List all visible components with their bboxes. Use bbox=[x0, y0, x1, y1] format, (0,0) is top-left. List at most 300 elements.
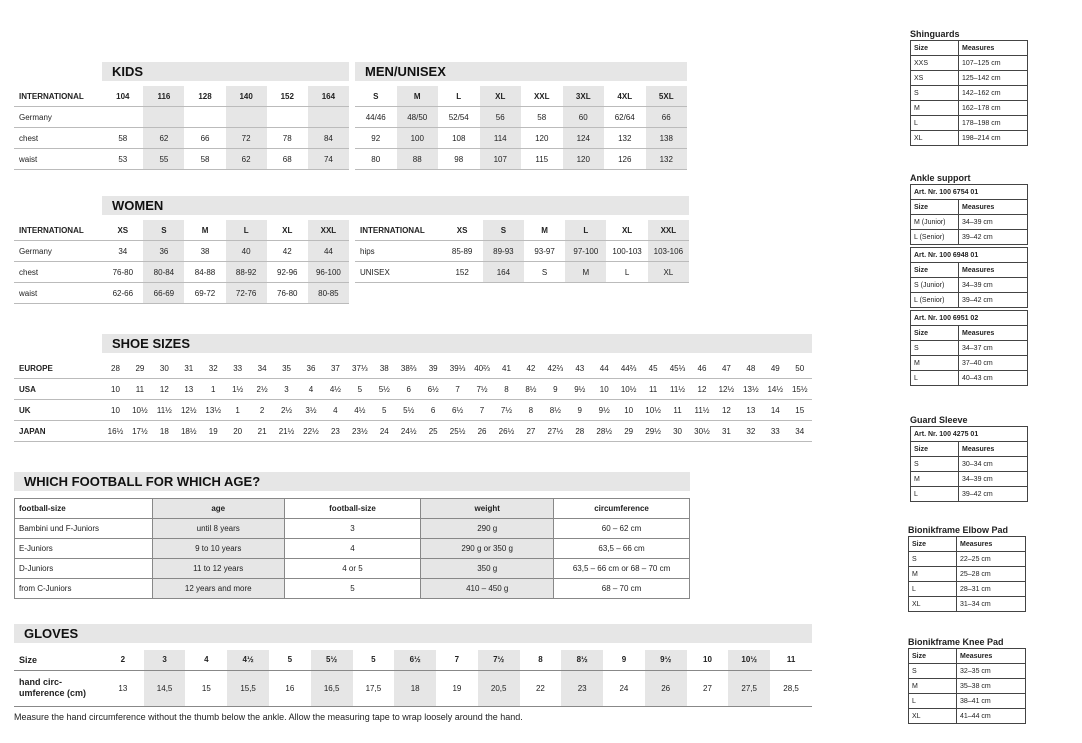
table-cell: 62/64 bbox=[604, 107, 646, 128]
table-cell: 162–178 cm bbox=[959, 101, 1028, 116]
table-cell: 26 bbox=[645, 670, 687, 706]
table-cell: 42⅔ bbox=[543, 358, 567, 379]
table-cell bbox=[308, 107, 349, 128]
table-cell: 14 bbox=[763, 400, 787, 421]
table-cell: 32–35 cm bbox=[957, 664, 1026, 679]
table-cell: 12 bbox=[152, 379, 176, 400]
table-cell: 4½ bbox=[348, 400, 372, 421]
table-cell: 43 bbox=[568, 358, 592, 379]
table-cell: M bbox=[911, 356, 959, 371]
table-cell: 41 bbox=[494, 358, 518, 379]
table-cell: 290 g or 350 g bbox=[421, 539, 554, 559]
kids-title: KIDS bbox=[102, 62, 349, 81]
table-cell: 5½ bbox=[397, 400, 421, 421]
table-cell: 6½ bbox=[394, 650, 436, 670]
table-cell: 9½ bbox=[645, 650, 687, 670]
table-cell: 39 bbox=[421, 358, 445, 379]
table-cell: 10½ bbox=[128, 400, 152, 421]
table-cell: 7½ bbox=[470, 379, 494, 400]
table-cell: 3 bbox=[284, 519, 421, 539]
table-cell: 16 bbox=[269, 670, 311, 706]
row-label: from C-Juniors bbox=[15, 579, 153, 599]
table-row bbox=[909, 552, 1026, 567]
table-cell: 22½ bbox=[299, 421, 323, 442]
table-cell: 19 bbox=[201, 421, 225, 442]
table-cell: 62 bbox=[226, 149, 267, 170]
table-cell: 178–198 cm bbox=[959, 116, 1028, 131]
art-row bbox=[911, 185, 1028, 200]
table-cell: 34–39 cm bbox=[959, 472, 1028, 487]
table-row bbox=[911, 56, 1028, 71]
table-cell: 34 bbox=[788, 421, 813, 442]
table-cell: 11 bbox=[665, 400, 689, 421]
table-row bbox=[911, 457, 1028, 472]
table-cell: 21 bbox=[250, 421, 274, 442]
table-cell: Measures bbox=[959, 326, 1028, 341]
table-cell: 28½ bbox=[592, 421, 616, 442]
table-cell: L bbox=[909, 694, 957, 709]
table-cell: Size bbox=[911, 200, 959, 215]
table-cell: L bbox=[565, 220, 606, 241]
table-cell: 126 bbox=[604, 149, 646, 170]
table-cell: 69-72 bbox=[184, 283, 225, 304]
table-cell: 60 – 62 cm bbox=[554, 519, 690, 539]
table-cell: 3½ bbox=[299, 400, 323, 421]
table-cell: 56 bbox=[480, 107, 522, 128]
women-table bbox=[14, 220, 349, 304]
table-cell: M bbox=[565, 262, 606, 283]
women2-table bbox=[355, 220, 689, 283]
table-cell: 3 bbox=[274, 379, 298, 400]
table-cell: 1 bbox=[225, 400, 249, 421]
table-cell: S bbox=[355, 86, 397, 107]
row-label: D-Juniors bbox=[15, 559, 153, 579]
table-cell: 14,5 bbox=[144, 670, 186, 706]
table-cell: S bbox=[909, 664, 957, 679]
table-cell: XL bbox=[909, 597, 957, 612]
table-cell: 115 bbox=[521, 149, 563, 170]
sleeve-title: Guard Sleeve bbox=[910, 415, 968, 425]
table-cell: S bbox=[483, 220, 524, 241]
header-row bbox=[14, 650, 812, 670]
table-cell: Measures bbox=[957, 537, 1026, 552]
table-row bbox=[911, 487, 1028, 502]
table-cell: 5 bbox=[269, 650, 311, 670]
header-row bbox=[911, 263, 1028, 278]
row-label: Germany bbox=[14, 107, 102, 128]
table-cell: 44 bbox=[308, 241, 349, 262]
table-cell: 2½ bbox=[250, 379, 274, 400]
table-cell: 53 bbox=[102, 149, 143, 170]
table-cell: 32 bbox=[739, 421, 763, 442]
table-cell: Measures bbox=[959, 41, 1028, 56]
knee-box bbox=[908, 636, 1026, 724]
shoe-table bbox=[14, 358, 812, 442]
women-title: WOMEN bbox=[102, 196, 689, 215]
table-cell: 4½ bbox=[227, 650, 269, 670]
table-row bbox=[14, 262, 349, 283]
table-cell: 72 bbox=[226, 128, 267, 149]
table-cell: 5XL bbox=[646, 86, 688, 107]
header-row bbox=[15, 499, 690, 519]
table-cell: L bbox=[911, 487, 959, 502]
table-cell: 84-88 bbox=[184, 262, 225, 283]
table-cell: 68 bbox=[267, 149, 308, 170]
table-cell: 15½ bbox=[788, 379, 813, 400]
table-cell: 12 years and more bbox=[152, 579, 284, 599]
table-cell: 17,5 bbox=[353, 670, 395, 706]
table-cell bbox=[143, 107, 184, 128]
table-cell: 6 bbox=[397, 379, 421, 400]
table-row bbox=[909, 664, 1026, 679]
row-label: EUROPE bbox=[14, 358, 103, 379]
table-row bbox=[911, 86, 1028, 101]
table-cell: 13½ bbox=[201, 400, 225, 421]
header-row bbox=[909, 649, 1026, 664]
sleeve-box bbox=[910, 414, 1028, 502]
table-cell: XXL bbox=[648, 220, 689, 241]
shinguards-title: Shinguards bbox=[910, 29, 960, 39]
table-row bbox=[911, 230, 1028, 245]
table-cell: 35–38 cm bbox=[957, 679, 1026, 694]
table-cell: 3XL bbox=[563, 86, 605, 107]
table-row bbox=[911, 215, 1028, 230]
table-row bbox=[15, 579, 690, 599]
table-row bbox=[911, 116, 1028, 131]
table-cell: 28 bbox=[103, 358, 127, 379]
table-cell bbox=[226, 107, 267, 128]
table-row bbox=[909, 679, 1026, 694]
table-cell: M bbox=[524, 220, 565, 241]
table-cell: Size bbox=[911, 442, 959, 457]
table-cell: 23½ bbox=[348, 421, 372, 442]
row-label: hand circ-umference (cm) bbox=[14, 670, 102, 706]
table-row bbox=[911, 356, 1028, 371]
table-cell: L (Senior) bbox=[911, 230, 959, 245]
table-cell: 120 bbox=[563, 149, 605, 170]
table-row bbox=[909, 709, 1026, 724]
football-table bbox=[14, 498, 690, 599]
table-cell: 25 bbox=[421, 421, 445, 442]
table-cell: 1½ bbox=[225, 379, 249, 400]
table-cell: 5 bbox=[372, 400, 396, 421]
table-cell: 5 bbox=[348, 379, 372, 400]
table-cell: 80-84 bbox=[143, 262, 184, 283]
table-row bbox=[15, 519, 690, 539]
table-row bbox=[355, 128, 687, 149]
table-cell: 198–214 cm bbox=[959, 131, 1028, 146]
knee-table bbox=[908, 648, 1026, 724]
table-cell bbox=[267, 107, 308, 128]
table-cell: 31 bbox=[177, 358, 201, 379]
table-cell: 37 bbox=[323, 358, 347, 379]
table-cell: 5 bbox=[353, 650, 395, 670]
row-label: INTERNATIONAL bbox=[14, 86, 102, 107]
table-cell: Size bbox=[911, 41, 959, 56]
table-row bbox=[14, 283, 349, 304]
row-label: INTERNATIONAL bbox=[355, 220, 442, 241]
table-cell: 116 bbox=[143, 86, 184, 107]
table-cell: 38⅔ bbox=[397, 358, 421, 379]
table-cell: 13 bbox=[102, 670, 144, 706]
table-cell: 27 bbox=[519, 421, 543, 442]
table-cell: L bbox=[438, 86, 480, 107]
table-cell: 98 bbox=[438, 149, 480, 170]
table-cell: 29 bbox=[616, 421, 640, 442]
table-cell: 80 bbox=[355, 149, 397, 170]
table-cell: 4 bbox=[323, 400, 347, 421]
table-cell: 62 bbox=[143, 128, 184, 149]
table-cell: 152 bbox=[442, 262, 483, 283]
table-cell: 48/50 bbox=[397, 107, 439, 128]
table-cell: 3 bbox=[144, 650, 186, 670]
table-cell: 10 bbox=[103, 400, 127, 421]
table-cell: 11 bbox=[128, 379, 152, 400]
table-row bbox=[15, 539, 690, 559]
table-cell: 66-69 bbox=[143, 283, 184, 304]
table-cell: 26 bbox=[470, 421, 494, 442]
header-row bbox=[14, 86, 349, 107]
table-cell: 39–42 cm bbox=[959, 487, 1028, 502]
table-cell: 120 bbox=[521, 128, 563, 149]
table-cell: 132 bbox=[646, 149, 688, 170]
row-label: waist bbox=[14, 149, 102, 170]
table-cell: 40 bbox=[226, 241, 267, 262]
table-cell: 4 bbox=[284, 539, 421, 559]
table-cell: 97-100 bbox=[565, 241, 606, 262]
table-cell: 100-103 bbox=[606, 241, 647, 262]
table-cell: 24 bbox=[603, 670, 645, 706]
table-cell: 11½ bbox=[665, 379, 689, 400]
elbow-table bbox=[908, 536, 1026, 612]
table-cell: 100 bbox=[397, 128, 439, 149]
table-cell: 28 bbox=[568, 421, 592, 442]
art-number: Art. Nr. 100 4275 01 bbox=[911, 427, 1028, 442]
shoe-row bbox=[14, 400, 812, 421]
table-cell: 66 bbox=[646, 107, 688, 128]
row-label: Bambini und F-Juniors bbox=[15, 519, 153, 539]
elbow-box bbox=[908, 524, 1026, 612]
table-cell: 107–125 cm bbox=[959, 56, 1028, 71]
table-cell: 23 bbox=[561, 670, 603, 706]
table-cell: 44/46 bbox=[355, 107, 397, 128]
table-cell: 125–142 cm bbox=[959, 71, 1028, 86]
table-cell: 92 bbox=[355, 128, 397, 149]
header-row bbox=[14, 220, 349, 241]
table-cell: 89-93 bbox=[483, 241, 524, 262]
table-row bbox=[14, 241, 349, 262]
table-cell: 152 bbox=[267, 86, 308, 107]
table-cell: 7 bbox=[470, 400, 494, 421]
table-cell: 107 bbox=[480, 149, 522, 170]
table-cell: 28–31 cm bbox=[957, 582, 1026, 597]
table-cell: XL bbox=[648, 262, 689, 283]
shinguards-box bbox=[910, 28, 1028, 146]
table-cell: 45 bbox=[641, 358, 665, 379]
table-cell: 63,5 – 66 cm or 68 – 70 cm bbox=[554, 559, 690, 579]
table-cell: L bbox=[606, 262, 647, 283]
table-cell: XS bbox=[102, 220, 143, 241]
table-cell: 96-100 bbox=[308, 262, 349, 283]
table-row bbox=[911, 293, 1028, 308]
table-cell: XL bbox=[911, 131, 959, 146]
table-cell: 9½ bbox=[592, 400, 616, 421]
table-cell: 10½ bbox=[641, 400, 665, 421]
table-cell: 4 bbox=[299, 379, 323, 400]
table-cell: 66 bbox=[184, 128, 225, 149]
table-row bbox=[911, 71, 1028, 86]
art-row bbox=[911, 248, 1028, 263]
table-cell: L bbox=[911, 116, 959, 131]
table-cell: 11 bbox=[641, 379, 665, 400]
header-row bbox=[911, 41, 1028, 56]
table-cell: 40⅔ bbox=[470, 358, 494, 379]
table-cell: 7½ bbox=[494, 400, 518, 421]
table-cell: 62-66 bbox=[102, 283, 143, 304]
table-cell bbox=[102, 107, 143, 128]
table-cell: M bbox=[184, 220, 225, 241]
table-row bbox=[355, 241, 689, 262]
table-cell: 58 bbox=[521, 107, 563, 128]
table-row bbox=[911, 131, 1028, 146]
table-cell: S (Junior) bbox=[911, 278, 959, 293]
table-cell: 290 g bbox=[421, 519, 554, 539]
table-cell: 4 or 5 bbox=[284, 559, 421, 579]
table-cell: 33 bbox=[225, 358, 249, 379]
table-cell: M bbox=[397, 86, 439, 107]
table-row bbox=[911, 472, 1028, 487]
elbow-title: Bionikframe Elbow Pad bbox=[908, 525, 1009, 535]
table-cell: 19 bbox=[436, 670, 478, 706]
ankle-title: Ankle support bbox=[910, 173, 971, 183]
table-cell: 38–41 cm bbox=[957, 694, 1026, 709]
table-cell: XL bbox=[480, 86, 522, 107]
table-cell: 21½ bbox=[274, 421, 298, 442]
table-cell: 93-97 bbox=[524, 241, 565, 262]
table-cell: 20 bbox=[225, 421, 249, 442]
table-cell: 12 bbox=[690, 379, 714, 400]
table-cell: 37⅓ bbox=[348, 358, 372, 379]
table-cell: 2½ bbox=[274, 400, 298, 421]
men-title: MEN/UNISEX bbox=[355, 62, 687, 81]
shoe-row bbox=[14, 358, 812, 379]
table-cell: 17½ bbox=[128, 421, 152, 442]
table-cell: 10 bbox=[616, 400, 640, 421]
table-cell: XXL bbox=[521, 86, 563, 107]
table-cell: 6 bbox=[421, 400, 445, 421]
table-cell: 14½ bbox=[763, 379, 787, 400]
table-cell: 28,5 bbox=[770, 670, 812, 706]
table-cell: 164 bbox=[308, 86, 349, 107]
table-cell: 114 bbox=[480, 128, 522, 149]
table-cell: 11½ bbox=[152, 400, 176, 421]
table-cell: 34–39 cm bbox=[959, 215, 1028, 230]
table-cell: 7 bbox=[436, 650, 478, 670]
table-row bbox=[909, 694, 1026, 709]
table-row bbox=[909, 582, 1026, 597]
row-label: UK bbox=[14, 400, 103, 421]
table-cell: 8 bbox=[520, 650, 562, 670]
table-cell: 25–28 cm bbox=[957, 567, 1026, 582]
gloves-title: GLOVES bbox=[14, 624, 812, 643]
table-cell: M bbox=[911, 101, 959, 116]
shoe-row bbox=[14, 421, 812, 442]
knee-title: Bionikframe Knee Pad bbox=[908, 637, 1004, 647]
ankle-box bbox=[910, 172, 1028, 388]
table-cell: 52/54 bbox=[438, 107, 480, 128]
ankle-table bbox=[910, 247, 1028, 308]
row-label: E-Juniors bbox=[15, 539, 153, 559]
table-cell: 36 bbox=[299, 358, 323, 379]
table-cell: Size bbox=[909, 649, 957, 664]
table-cell: 11 bbox=[770, 650, 812, 670]
art-row bbox=[911, 311, 1028, 326]
row-label: JAPAN bbox=[14, 421, 103, 442]
table-cell: 2 bbox=[102, 650, 144, 670]
table-cell: 164 bbox=[483, 262, 524, 283]
gloves-table bbox=[14, 650, 812, 707]
table-cell: 88 bbox=[397, 149, 439, 170]
table-cell: 128 bbox=[184, 86, 225, 107]
table-cell: 49 bbox=[763, 358, 787, 379]
table-cell: 40–43 cm bbox=[959, 371, 1028, 386]
table-cell: 27½ bbox=[543, 421, 567, 442]
table-cell: 132 bbox=[604, 128, 646, 149]
table-cell: 16½ bbox=[103, 421, 127, 442]
art-row bbox=[911, 427, 1028, 442]
table-row bbox=[14, 149, 349, 170]
shinguards-table bbox=[910, 40, 1028, 146]
table-cell: 6½ bbox=[421, 379, 445, 400]
table-cell: 2 bbox=[250, 400, 274, 421]
shoe-title: SHOE SIZES bbox=[102, 334, 812, 353]
table-cell: S bbox=[911, 86, 959, 101]
table-cell: 10 bbox=[103, 379, 127, 400]
table-cell: 18 bbox=[152, 421, 176, 442]
table-cell: 13½ bbox=[739, 379, 763, 400]
table-cell: 39⅓ bbox=[445, 358, 469, 379]
header-row bbox=[911, 326, 1028, 341]
table-cell: 50 bbox=[788, 358, 813, 379]
table-cell: 42 bbox=[519, 358, 543, 379]
table-row bbox=[911, 101, 1028, 116]
table-cell: 8 bbox=[519, 400, 543, 421]
table-cell: L (Senior) bbox=[911, 293, 959, 308]
table-cell: Measures bbox=[959, 200, 1028, 215]
table-cell: M bbox=[909, 679, 957, 694]
row-label: hips bbox=[355, 241, 442, 262]
table-cell: XS bbox=[442, 220, 483, 241]
table-cell: 68 – 70 cm bbox=[554, 579, 690, 599]
table-cell: 9 bbox=[603, 650, 645, 670]
table-cell: 63,5 – 66 cm bbox=[554, 539, 690, 559]
table-cell: 76-80 bbox=[102, 262, 143, 283]
table-cell: 22 bbox=[520, 670, 562, 706]
table-cell: 35 bbox=[274, 358, 298, 379]
table-cell bbox=[184, 107, 225, 128]
table-cell: 15 bbox=[788, 400, 813, 421]
table-cell: S bbox=[911, 341, 959, 356]
table-cell: 9½ bbox=[568, 379, 592, 400]
table-cell: 29 bbox=[128, 358, 152, 379]
table-cell: 46 bbox=[690, 358, 714, 379]
table-cell: 13 bbox=[177, 379, 201, 400]
table-cell: 20,5 bbox=[478, 670, 520, 706]
row-label: chest bbox=[14, 262, 102, 283]
header-row bbox=[909, 537, 1026, 552]
table-cell: 80-85 bbox=[308, 283, 349, 304]
art-number: Art. Nr. 100 6951 02 bbox=[911, 311, 1028, 326]
